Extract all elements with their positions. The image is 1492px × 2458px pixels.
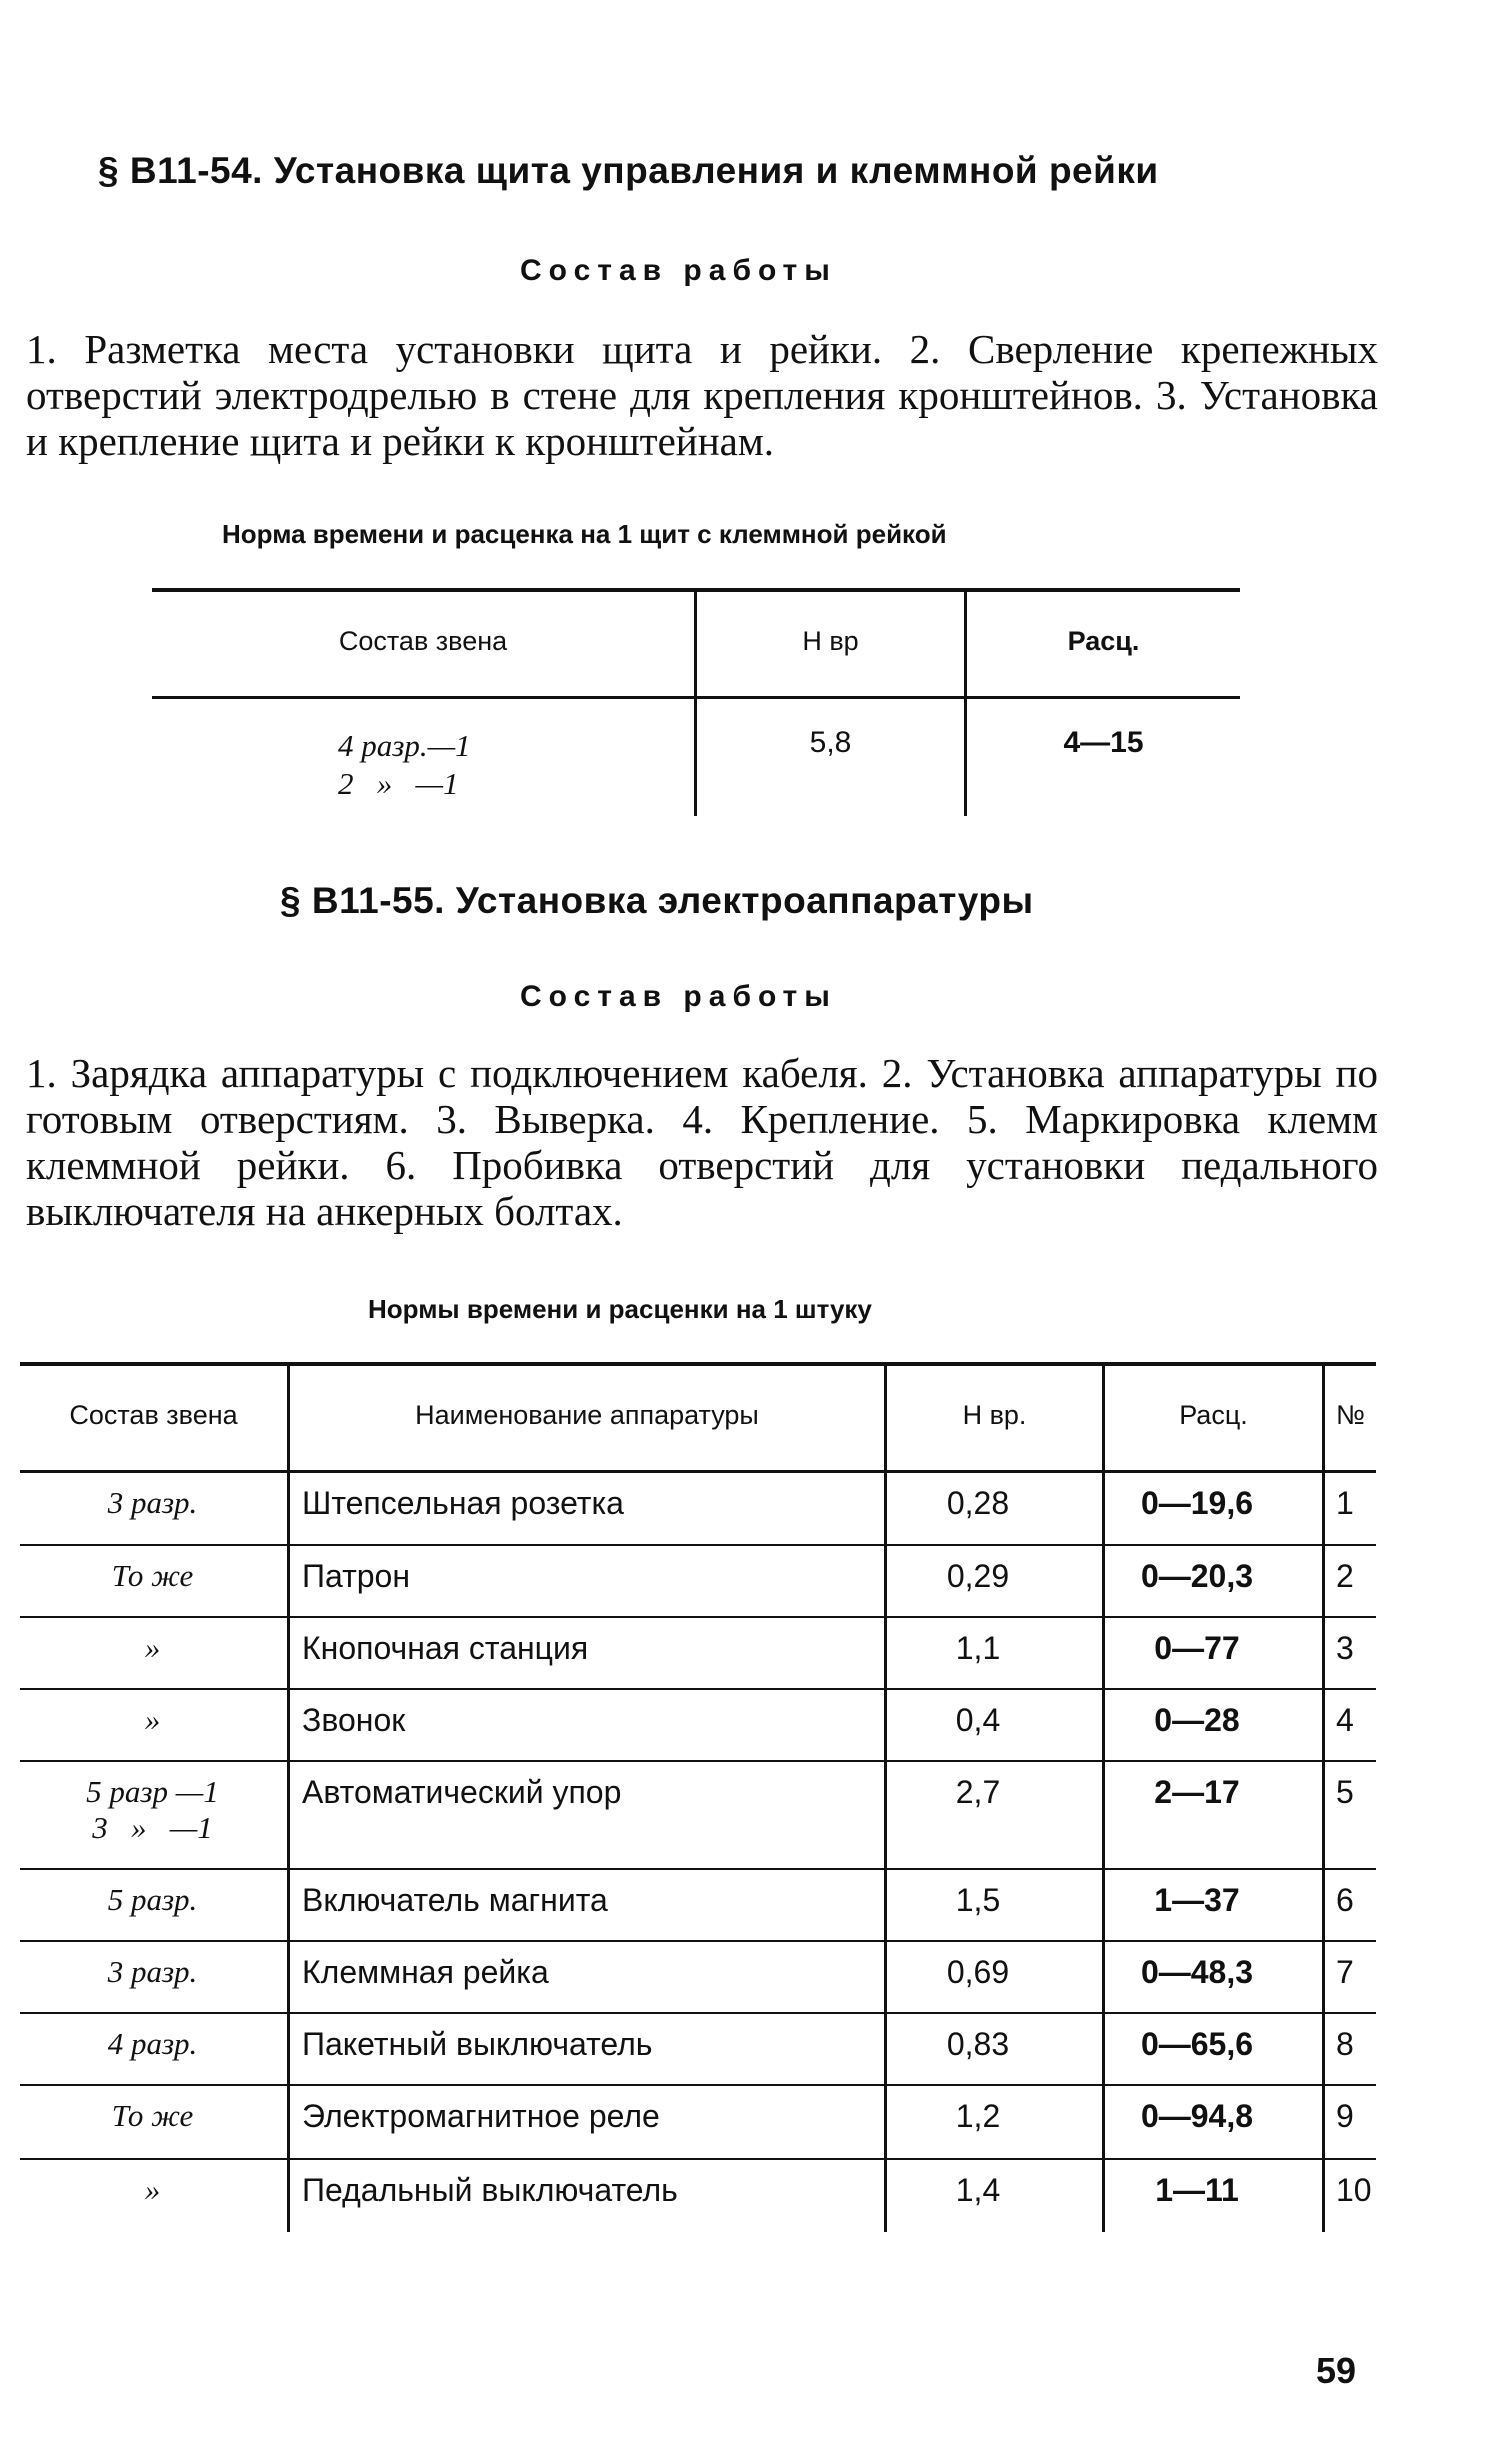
column-header-rate: Расц. bbox=[1067, 626, 1140, 656]
apparatus-name-cell: Клеммная рейка bbox=[302, 1954, 549, 1990]
number-cell: 1 bbox=[1336, 1485, 1354, 1521]
apparatus-name-cell: Педальный выключатель bbox=[302, 2172, 678, 2208]
number-cell: 2 bbox=[1336, 1558, 1354, 1594]
apparatus-name-cell: Кнопочная станция bbox=[302, 1630, 589, 1666]
norm-cell: 1,4 bbox=[955, 2172, 1001, 2208]
apparatus-name-cell: Штепсельная розетка bbox=[302, 1485, 624, 1521]
crew-line-1: 4 разр.—1 bbox=[338, 728, 471, 763]
rate-cell: 1—37 bbox=[1154, 1882, 1240, 1918]
column-header-norm: Н вр bbox=[802, 626, 859, 656]
crew-cell: 5 разр —1 bbox=[86, 1774, 219, 1809]
norm-cell: 2,7 bbox=[955, 1774, 1001, 1810]
column-header-apparatus: Наименование аппаратуры bbox=[415, 1400, 759, 1430]
norm-cell: 0,83 bbox=[946, 2026, 1010, 2062]
number-cell: 5 bbox=[1336, 1774, 1354, 1810]
number-cell: 8 bbox=[1336, 2026, 1354, 2062]
norm-cell: 0,28 bbox=[946, 1485, 1010, 1521]
crew-cell: 5 разр. bbox=[107, 1882, 198, 1917]
norm-cell: 0,69 bbox=[946, 1954, 1010, 1990]
rate-cell: 2—17 bbox=[1154, 1774, 1240, 1810]
rate-cell: 0—28 bbox=[1154, 1702, 1240, 1738]
table-caption: Норма времени и расценка на 1 щит с клеммной рейкой bbox=[222, 519, 947, 549]
apparatus-name-cell: Пакетный выключатель bbox=[302, 2026, 653, 2062]
crew-cell: » bbox=[144, 1630, 161, 1665]
number-cell: 6 bbox=[1336, 1882, 1354, 1918]
table-row bbox=[20, 2014, 1376, 2086]
table-row bbox=[20, 1690, 1376, 1762]
work-composition-text-2: 1. Зарядка аппаратуры с подключением кабеля. 2. Установка аппаратуры по готовым отверстиям. 3. Выверка. 4. Крепление. 5. Маркировка клемм клеммной рейки. 6. Пробивка отверстий для установки педального выключателя на анкерных болтах. bbox=[26, 1050, 1378, 1234]
work-composition-heading-2: Состав работы bbox=[520, 980, 837, 1013]
rate-cell: 0—48,3 bbox=[1140, 1954, 1254, 1990]
norm-cell: 0,4 bbox=[955, 1702, 1001, 1738]
column-header-crew: Состав звена bbox=[338, 626, 508, 656]
rate-cell: 0—77 bbox=[1154, 1630, 1240, 1666]
number-cell: 10 bbox=[1336, 2172, 1372, 2208]
rate-cell: 0—94,8 bbox=[1140, 2098, 1254, 2134]
table-row bbox=[20, 1870, 1376, 1942]
rate-cell: 0—19,6 bbox=[1140, 1485, 1254, 1521]
page-number: 59 bbox=[1316, 2350, 1357, 2391]
table-row bbox=[20, 1762, 1376, 1868]
number-cell: 4 bbox=[1336, 1702, 1354, 1738]
crew-cell: То же bbox=[111, 1558, 194, 1593]
norm-table-2 bbox=[20, 1362, 1376, 2232]
column-header-rate: Расц. bbox=[1179, 1400, 1248, 1430]
crew-cell: То же bbox=[111, 2098, 194, 2133]
rate-cell: 0—65,6 bbox=[1140, 2026, 1254, 2062]
table-row bbox=[20, 1473, 1376, 1545]
rate-value: 4—15 bbox=[1063, 726, 1144, 759]
rate-cell: 1—11 bbox=[1155, 2172, 1239, 2208]
section-title-b11-54: § В11-54. Установка щита управления и клеммной рейки bbox=[98, 150, 1159, 191]
table-row bbox=[20, 2086, 1376, 2158]
number-cell: 7 bbox=[1336, 1954, 1354, 1990]
work-composition-text: 1. Разметка места установки щита и рейки. 2. Сверление крепежных отверстий электродрелью в стене для крепления кронштейнов. 3. Установка и крепление щита и рейки к кронштейнам. bbox=[26, 326, 1378, 464]
norm-cell: 0,29 bbox=[946, 1558, 1010, 1594]
apparatus-name-cell: Звонок bbox=[302, 1702, 406, 1738]
number-cell: 9 bbox=[1336, 2098, 1354, 2134]
apparatus-name-cell: Автоматический упор bbox=[302, 1774, 622, 1810]
section-title-b11-55: § В11-55. Установка электроаппаратуры bbox=[280, 880, 1034, 921]
table-row bbox=[20, 1618, 1376, 1690]
rate-cell: 0—20,3 bbox=[1140, 1558, 1254, 1594]
norm-cell: 1,2 bbox=[955, 2098, 1001, 2134]
norm-cell: 1,1 bbox=[955, 1630, 1001, 1666]
crew-line-2: 2 » —1 bbox=[338, 766, 459, 801]
crew-cell: 4 разр. bbox=[107, 2026, 198, 2061]
crew-cell: 3 разр. bbox=[107, 1954, 198, 1989]
crew-cell: » bbox=[144, 1702, 161, 1737]
table-row bbox=[20, 2160, 1376, 2232]
apparatus-name-cell: Патрон bbox=[302, 1558, 411, 1594]
apparatus-name-cell: Электромагнитное реле bbox=[302, 2098, 660, 2134]
norm-value: 5,8 bbox=[809, 726, 852, 759]
column-header-crew: Состав звена bbox=[69, 1400, 238, 1430]
column-header-number: № bbox=[1336, 1400, 1365, 1430]
norm-table-1 bbox=[152, 588, 1240, 816]
table-row bbox=[20, 1546, 1376, 1618]
crew-cell: 3 разр. bbox=[107, 1485, 198, 1520]
work-composition-heading: Состав работы bbox=[520, 254, 837, 287]
crew-cell: » bbox=[144, 2172, 161, 2207]
norm-cell: 1,5 bbox=[955, 1882, 1001, 1918]
number-cell: 3 bbox=[1336, 1630, 1354, 1666]
column-header-norm: Н вр. bbox=[962, 1400, 1027, 1430]
apparatus-name-cell: Включатель магнита bbox=[302, 1882, 608, 1918]
table-row bbox=[20, 1942, 1376, 2014]
table-caption-2: Нормы времени и расценки на 1 штуку bbox=[368, 1294, 872, 1324]
crew-cell-line2: 3 » —1 bbox=[92, 1810, 213, 1845]
